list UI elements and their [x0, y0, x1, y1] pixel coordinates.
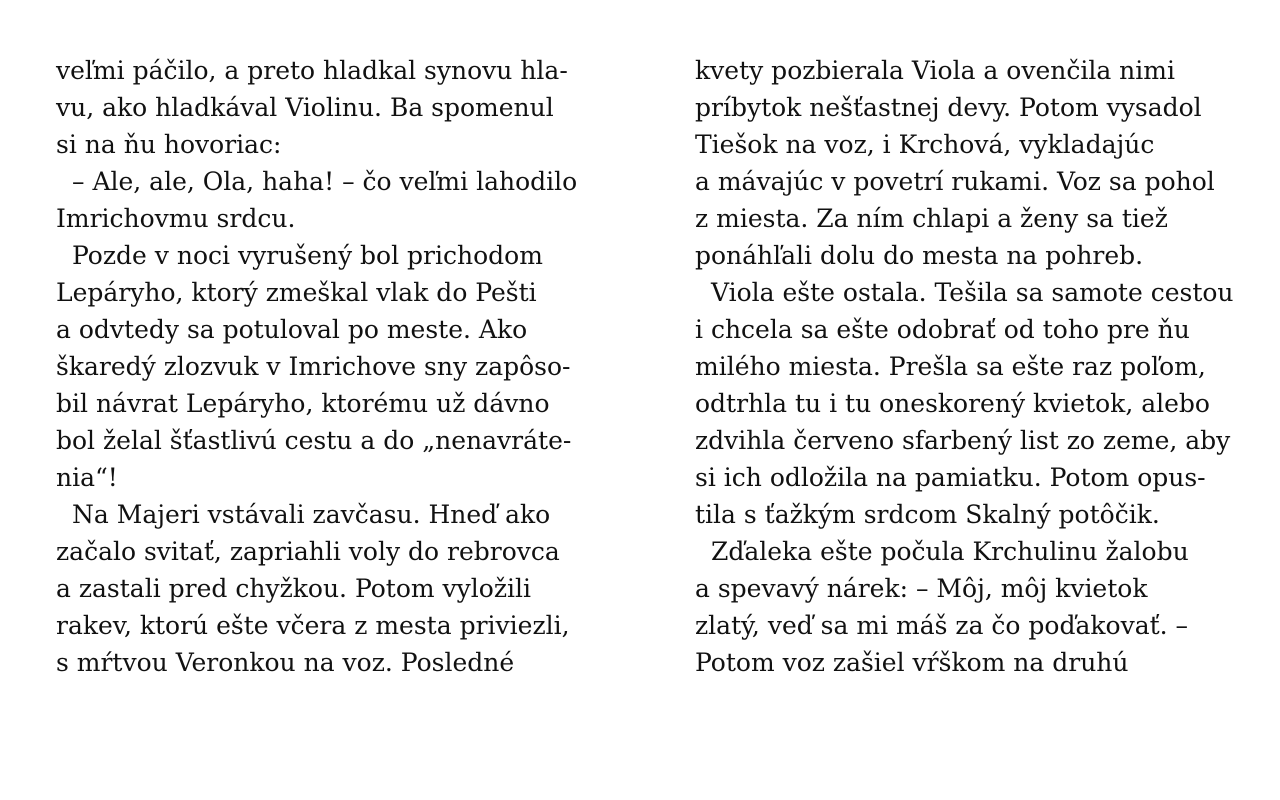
text-line: a mávajúc v povetrí rukami. Voz sa pohol	[695, 167, 1215, 196]
right-page-text	[695, 52, 1235, 681]
text-line: Viola ešte ostala. Tešila sa samote cestou	[711, 278, 1234, 307]
text-line: a odvtedy sa potuloval po meste. Ako	[56, 315, 528, 344]
text-line: si ich odložila na pamiatku. Potom opus-	[695, 463, 1206, 492]
text-line: z miesta. Za ním chlapi a ženy sa tiež	[695, 204, 1168, 233]
text-line: príbytok nešťastnej devy. Potom vysadol	[695, 93, 1202, 122]
text-line: veľmi páčilo, a preto hladkal synovu hla-	[56, 56, 568, 85]
text-line: rakev, ktorú ešte včera z mesta priviezli,	[56, 611, 570, 640]
text-line: Na Majeri vstávali zavčasu. Hneď ako	[72, 500, 551, 529]
text-line: Lepáryho, ktorý zmeškal vlak do Pešti	[56, 278, 537, 307]
text-line: a zastali pred chyžkou. Potom vyložili	[56, 574, 531, 603]
text-line: si na ňu hovoriac:	[56, 130, 282, 159]
text-line: i chcela sa ešte odobrať od toho pre ňu	[695, 315, 1190, 344]
text-line: Imrichovmu srdcu.	[56, 204, 296, 233]
text-line: škaredý zlozvuk v Imrichove sny zapôso-	[56, 352, 571, 381]
text-line: milého miesta. Prešla sa ešte raz poľom,	[695, 352, 1206, 381]
text-line: kvety pozbierala Viola a ovenčila nimi	[695, 56, 1175, 85]
text-line: tila s ťažkým srdcom Skalný potôčik.	[695, 500, 1160, 529]
text-line: nia“!	[56, 463, 118, 492]
text-line: odtrhla tu i tu oneskorený kvietok, alebo	[695, 389, 1210, 418]
text-line: Potom voz zašiel vŕškom na druhú	[695, 648, 1129, 677]
text-line: ponáhľali dolu do mesta na pohreb.	[695, 241, 1144, 270]
text-line: Pozde v noci vyrušený bol prichodom	[72, 241, 543, 270]
text-line: zlatý, veď sa mi máš za čo poďakovať. –	[695, 611, 1189, 640]
text-line: s mŕtvou Veronkou na voz. Posledné	[56, 648, 515, 677]
text-line: bol želal šťastlivú cestu a do „nenavráte-	[56, 426, 572, 455]
text-line: bil návrat Lepáryho, ktorému už dávno	[56, 389, 550, 418]
text-line: Zďaleka ešte počula Krchulinu žalobu	[711, 537, 1189, 566]
text-line: začalo svitať, zapriahli voly do rebrovca	[56, 537, 560, 566]
text-line: vu, ako hladkával Violinu. Ba spomenul	[56, 93, 554, 122]
text-line: zdvihla červeno sfarbený list zo zeme, aby	[695, 426, 1231, 455]
text-line: – Ale, ale, Ola, haha! – čo veľmi lahodilo	[72, 167, 578, 196]
left-page-text	[56, 52, 596, 681]
text-line: a spevavý nárek: – Môj, môj kvietok	[695, 574, 1148, 603]
text-line: Tiešok na voz, i Krchová, vykladajúc	[695, 130, 1155, 159]
